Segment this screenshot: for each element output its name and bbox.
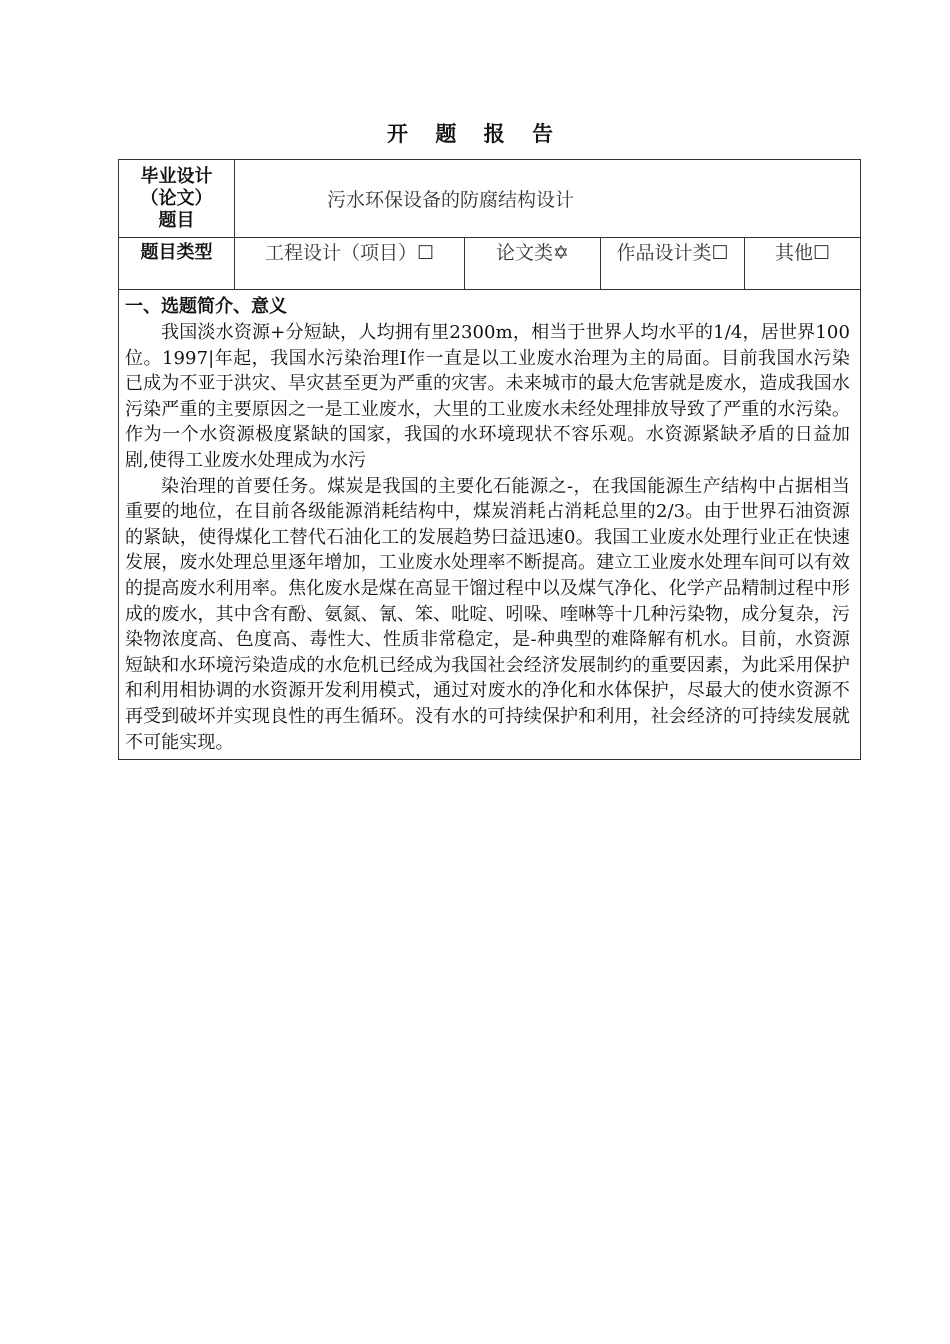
title-label-line-1: 毕业设计 <box>140 165 213 187</box>
section-row <box>119 290 861 760</box>
proposal-table <box>118 159 861 760</box>
section-content-cell <box>119 290 861 760</box>
title-label-line-2: （论文） <box>140 187 213 209</box>
page-title: 开 题 报 告 <box>387 122 563 146</box>
type-option-other[interactable]: 其他☐ <box>745 238 861 290</box>
type-row <box>119 238 861 290</box>
section-heading: 一、选题简介、意义 <box>125 296 287 317</box>
title-label-cell <box>119 160 235 238</box>
title-row <box>119 160 861 238</box>
title-label-line-3: 题目 <box>158 209 195 231</box>
type-option-engineering[interactable]: 工程设计（项目）☐ <box>235 238 465 290</box>
type-option-thesis[interactable]: 论文类✡ <box>465 238 601 290</box>
thesis-title-value: 污水环保设备的防腐结构设计 <box>235 160 861 238</box>
type-option-work-design[interactable]: 作品设计类☐ <box>601 238 745 290</box>
paragraph-1: 我国淡水资源+分短缺，人均拥有里2300m，相当于世界人均水平的1/4，居世界100位。1997|年起，我国水污染治理I作一直是以工业废水治理为主的局面。目前我国水污染已成为不亚于洪灾、旱灾甚至更为严重的灾害。未来城市的最大危害就是废水，造成我国水污染严重的主要原因之一是工业废水，大里的工业废水未经处理排放导致了严重的水污染。作为一个水资源极度紧缺的国家，我国的水环境现状不容乐观。水资源紧缺矛盾的日益加剧,使得工业废水处理成为水污 <box>125 322 851 471</box>
paragraph-2: 染治理的首要任务。煤炭是我国的主要化石能源之-，在我国能源生产结构中占据相当重要的地位，在目前各级能源消耗结构中，煤炭消耗占消耗总里的2/3。由于世界石油资源的紧缺，使得煤化工替代石油化工的发展趋势曰益迅速0。我国工业废水处理行业正在快速发展，废水处理总里逐年增加，工业废水处理率不断提高。建立工业废水处理车间可以有效的提高废水利用率。焦化废水是煤在高显干馏过程中以及煤气净化、化学产品精制过程中形成的废水，其中含有酚、氨氮、氰、笨、吡啶、吲哚、喹啉等十几种污染物，成分复杂，污染物浓度高、色度高、毒性大、性质非常稳定，是-种典型的难降解有机水。目前，水资源短缺和水环境污染造成的水危机已经成为我国社会经济发展制约的重要因素，为此采用保护和利用相协调的水资源开发利用模式，通过对废水的净化和水体保护，尽最大的使水资源不再受到破坏并实现良性的再生循环。没有水的可持续保护和利用，社会经济的可持续发展就不可能实现。 <box>125 475 851 753</box>
type-label: 题目类型 <box>119 238 235 290</box>
